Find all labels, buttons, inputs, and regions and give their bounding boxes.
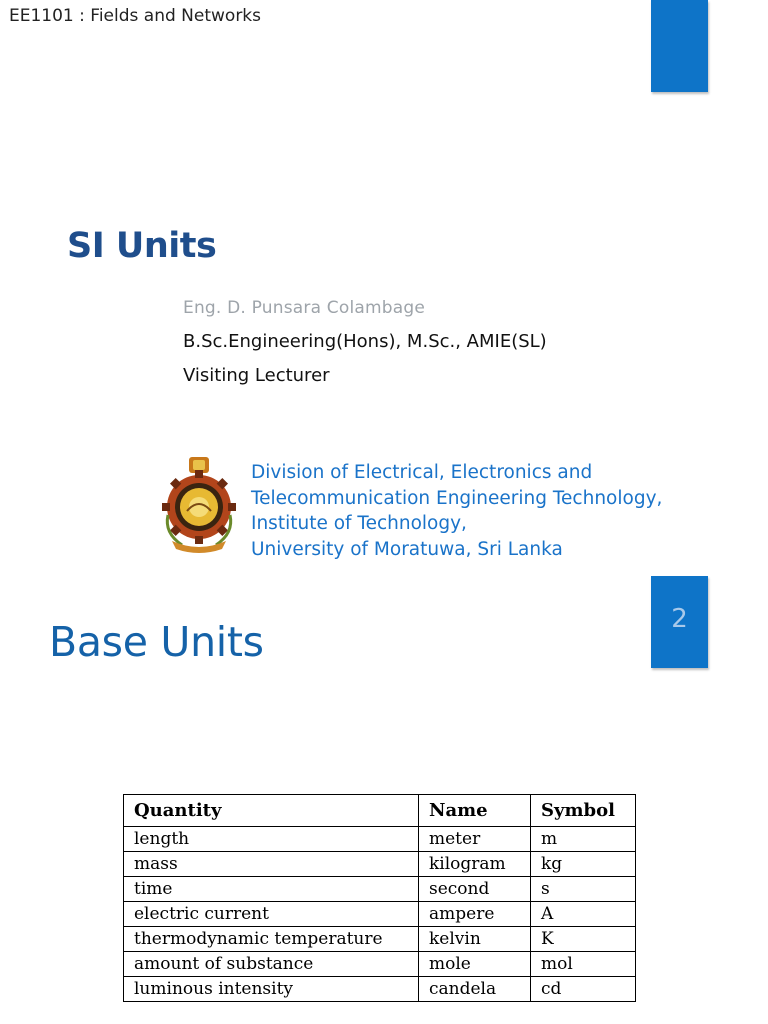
table-cell: kelvin xyxy=(419,927,531,952)
table-cell: thermodynamic temperature xyxy=(124,927,419,952)
university-crest-icon xyxy=(160,455,238,553)
table-cell: kilogram xyxy=(419,852,531,877)
column-header: Name xyxy=(419,795,531,827)
table-cell: cd xyxy=(531,977,636,1002)
table-cell: mass xyxy=(124,852,419,877)
table-cell: kg xyxy=(531,852,636,877)
table-row xyxy=(124,877,636,902)
table-cell: s xyxy=(531,877,636,902)
slide-title: SI Units xyxy=(67,226,217,266)
table-cell: meter xyxy=(419,827,531,852)
institution-line: Institute of Technology, xyxy=(251,513,467,535)
column-header: Symbol xyxy=(531,795,636,827)
table-row xyxy=(124,852,636,877)
table-row xyxy=(124,977,636,1002)
table-cell: mole xyxy=(419,952,531,977)
table-cell: K xyxy=(531,927,636,952)
table-row xyxy=(124,952,636,977)
institution-line: Division of Electrical, Electronics and xyxy=(251,462,593,483)
base-units-table xyxy=(123,794,636,1002)
accent-tab xyxy=(651,0,708,92)
table-cell: mol xyxy=(531,952,636,977)
slide-2 xyxy=(0,572,768,1024)
table-cell: A xyxy=(531,902,636,927)
column-header: Quantity xyxy=(124,795,419,827)
table-cell: amount of substance xyxy=(124,952,419,977)
table-cell: m xyxy=(531,827,636,852)
author-name: Eng. D. Punsara Colambage xyxy=(183,298,426,318)
institution-line: Telecommunication Engineering Technology, xyxy=(251,487,663,509)
table-cell: length xyxy=(124,827,419,852)
table-cell: second xyxy=(419,877,531,902)
table-row xyxy=(124,827,636,852)
table-cell: ampere xyxy=(419,902,531,927)
course-label: EE1101 : Fields and Networks xyxy=(9,6,262,26)
author-qualifications: B.Sc.Engineering(Hons), M.Sc., AMIE(SL) xyxy=(183,331,547,352)
institution-line: University of Moratuwa, Sri Lanka xyxy=(251,538,563,560)
table-cell: luminous intensity xyxy=(124,977,419,1002)
page-number-tab xyxy=(651,576,708,668)
table-cell: time xyxy=(124,877,419,902)
table-cell: electric current xyxy=(124,902,419,927)
table-cell: candela xyxy=(419,977,531,1002)
institution-block xyxy=(251,460,662,562)
table-header-row xyxy=(124,795,636,827)
table-row xyxy=(124,927,636,952)
author-role: Visiting Lecturer xyxy=(183,365,330,386)
page-number: 2 xyxy=(671,604,688,634)
table-row xyxy=(124,902,636,927)
slide-title: Base Units xyxy=(49,618,264,666)
